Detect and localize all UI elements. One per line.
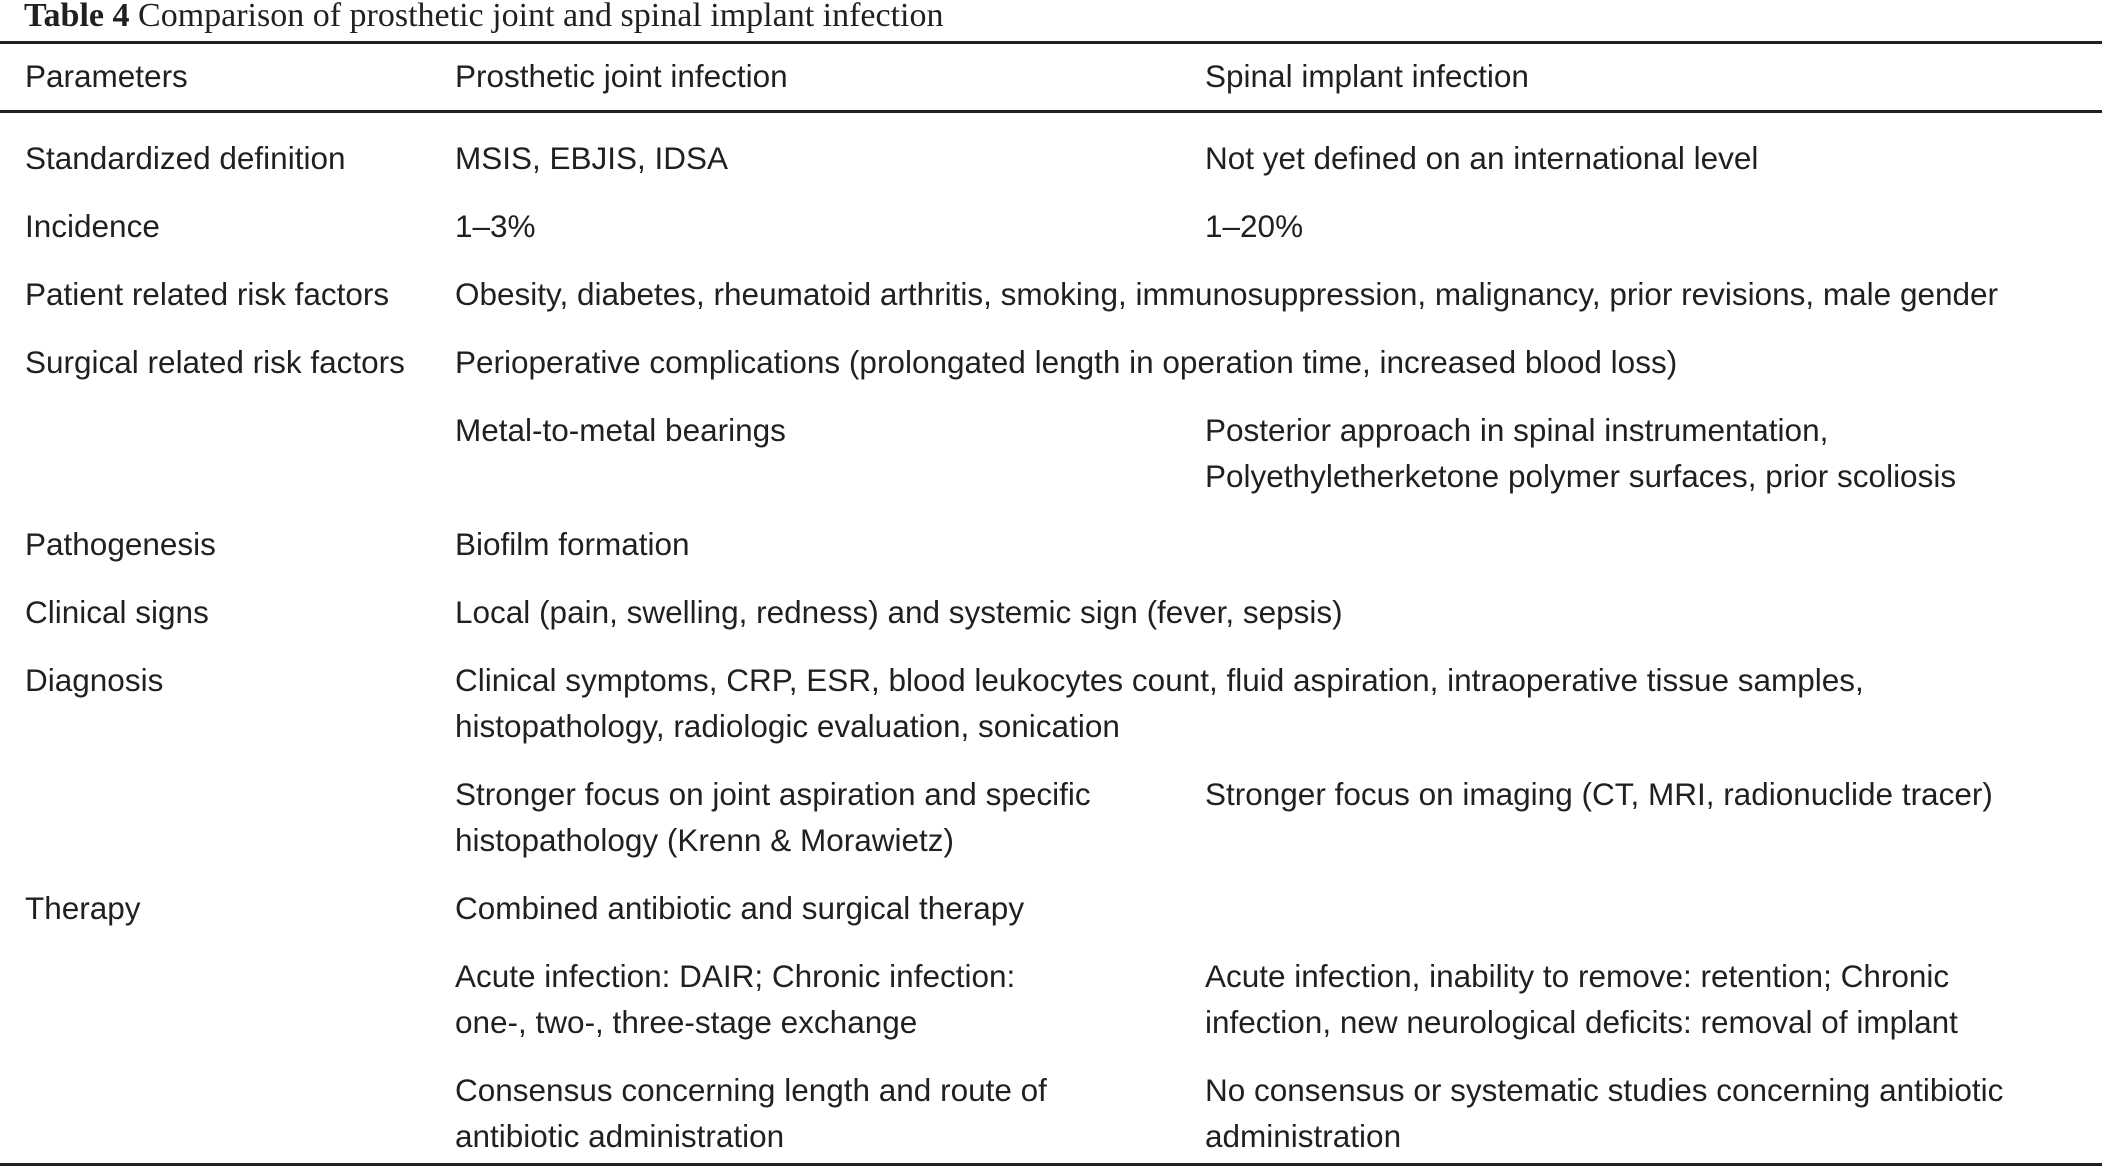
- spinal-line: Posterior approach in spinal instrumentation,: [1205, 412, 1829, 448]
- comparison-table: [0, 43, 2102, 1159]
- table-row: [0, 317, 2102, 385]
- spinal-cell: [1205, 931, 2102, 1045]
- row-parameter: Clinical signs: [25, 594, 209, 630]
- spinal-cell: [1205, 1045, 2102, 1159]
- table-row: [0, 499, 2102, 567]
- table-row: [0, 122, 2102, 181]
- shared-cell: Perioperative complications (prolongated length in operation time, increased blood loss): [455, 344, 1678, 380]
- table-row: [0, 635, 2102, 749]
- prosthetic-line: histopathology (Krenn & Morawietz): [455, 822, 954, 858]
- table-row: [0, 931, 2102, 1045]
- prosthetic-cell: [455, 749, 1205, 863]
- shared-cell: Obesity, diabetes, rheumatoid arthritis, smoking, immunosuppression, malignancy, prior revisions, male gender: [455, 276, 1999, 312]
- prosthetic-cell: [455, 1045, 1205, 1159]
- prosthetic-line: one-, two-, three-stage exchange: [455, 1004, 918, 1040]
- table-row: [0, 863, 2102, 931]
- table-caption: [24, 0, 944, 32]
- table-row: [0, 1045, 2102, 1159]
- prosthetic-cell: [455, 931, 1205, 1045]
- spinal-line: infection, new neurological deficits: removal of implant: [1205, 1004, 1958, 1040]
- header-prosthetic-joint-infection: Prosthetic joint infection: [455, 58, 788, 94]
- prosthetic-cell: 1–3%: [455, 208, 536, 244]
- prosthetic-cell: MSIS, EBJIS, IDSA: [455, 140, 729, 176]
- shared-cell: [455, 635, 2102, 749]
- shared-line: Clinical symptoms, CRP, ESR, blood leukocytes count, fluid aspiration, intraoperative tissue samples,: [455, 662, 1864, 698]
- table-caption-label: Table 4: [24, 0, 130, 34]
- row-parameter: Therapy: [25, 890, 141, 926]
- prosthetic-line: Acute infection: DAIR; Chronic infection:: [455, 958, 1016, 994]
- shared-line: histopathology, radiologic evaluation, sonication: [455, 708, 1120, 744]
- spinal-cell: 1–20%: [1205, 208, 1304, 244]
- row-parameter: Surgical related risk factors: [25, 344, 405, 380]
- row-parameter: Pathogenesis: [25, 526, 216, 562]
- spinal-line: No consensus or systematic studies concerning antibiotic: [1205, 1072, 2004, 1108]
- shared-cell: Biofilm formation: [455, 526, 690, 562]
- table-row: [0, 385, 2102, 499]
- prosthetic-line: Consensus concerning length and route of: [455, 1072, 1047, 1108]
- table-row: [0, 749, 2102, 863]
- row-parameter: Incidence: [25, 208, 160, 244]
- table-caption-text: Comparison of prosthetic joint and spinal implant infection: [138, 0, 944, 34]
- prosthetic-cell: Metal-to-metal bearings: [455, 412, 786, 448]
- spinal-cell: [1205, 385, 2102, 499]
- spinal-line: administration: [1205, 1118, 1402, 1154]
- spinal-line: Acute infection, inability to remove: retention; Chronic: [1205, 958, 1950, 994]
- row-parameter: Diagnosis: [25, 662, 164, 698]
- table-row: [0, 567, 2102, 635]
- table-row: [0, 249, 2102, 317]
- header-parameters: Parameters: [25, 58, 188, 94]
- shared-cell: Combined antibiotic and surgical therapy: [455, 890, 1025, 926]
- table-row: [0, 181, 2102, 249]
- header-spinal-implant-infection: Spinal implant infection: [1205, 58, 1529, 94]
- spinal-line: Polyethyletherketone polymer surfaces, prior scoliosis: [1205, 458, 1957, 494]
- spinal-cell: Stronger focus on imaging (CT, MRI, radionuclide tracer): [1205, 776, 1993, 812]
- table-header-row: [0, 43, 2102, 122]
- bottom-rule: [0, 1163, 2102, 1166]
- prosthetic-line: antibiotic administration: [455, 1118, 785, 1154]
- row-parameter: Standardized definition: [25, 140, 346, 176]
- row-parameter: Patient related risk factors: [25, 276, 390, 312]
- shared-cell: Local (pain, swelling, redness) and systemic sign (fever, sepsis): [455, 594, 1343, 630]
- prosthetic-line: Stronger focus on joint aspiration and specific: [455, 776, 1091, 812]
- spinal-cell: Not yet defined on an international level: [1205, 140, 1759, 176]
